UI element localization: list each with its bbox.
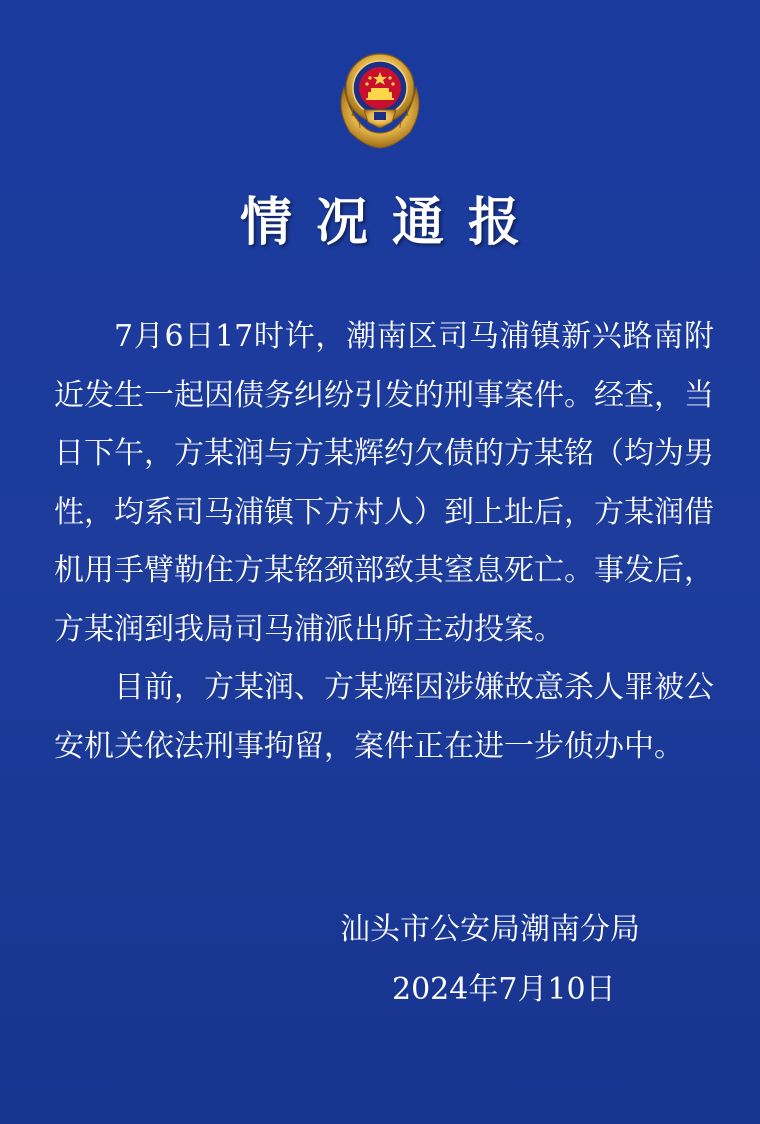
report-body [54, 308, 714, 776]
signature-date: 2024年7月10日 [392, 972, 616, 1007]
paragraph: 7月6日17时许，潮南区司马浦镇新兴路南附近发生一起因债务纠纷引发的刑事案件。经查，当日下午，方某润与方某辉约欠债的方某铭（均为男性，均系司马浦镇下方村人）到上址后，方某润借机用手臂勒住方某铭颈部致其窒息死亡。事发后，方某润到我局司马浦派出所主动投案。 [54, 319, 714, 647]
signature-organization: 汕头市公安局潮南分局 [340, 912, 640, 947]
paragraph: 目前，方某润、方某辉因涉嫌故意杀人罪被公安机关依法刑事拘留，案件正在进一步侦办中。 [54, 670, 714, 764]
page-title: 情况通报 [239, 193, 544, 253]
police-emblem-icon [330, 48, 430, 152]
